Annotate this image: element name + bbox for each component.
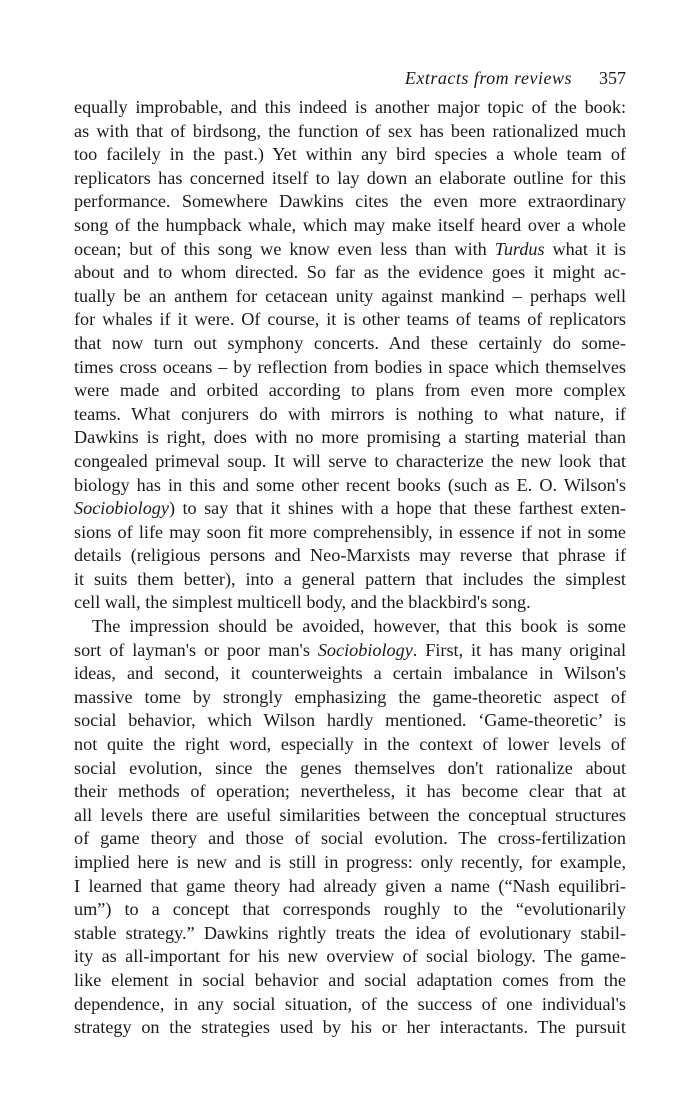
italic-term: Sociobiology [317, 639, 413, 660]
text-line: dependence, in any social situation, of the success of one individual's [74, 993, 626, 1014]
text-line: teams. What conjurers do with mirrors is nothing to what nature, if [74, 403, 626, 424]
text-line: implied here is new and is still in progress: only recently, for example, [74, 852, 626, 872]
text-line: it suits them better), into a general pattern that includes the simplest [74, 568, 626, 589]
text-line: um”) to a concept that corresponds roughly to the “evolutionarily [74, 899, 626, 920]
text-line: The impression should be avoided, however, that this book is some [92, 616, 626, 637]
text-line: about and to whom directed. So far as the evidence goes it might ac- [74, 262, 626, 283]
text-line: like element in social behavior and social adaptation comes from the [74, 969, 626, 990]
text-line [74, 497, 626, 521]
text-line: not quite the right word, especially in the context of lower levels of [74, 734, 626, 755]
page-number: 357 [599, 68, 626, 88]
text-line: their methods of operation; nevertheless, it has become clear that at [74, 781, 626, 802]
text-line: that now turn out symphony concerts. And these certainly do some- [74, 332, 626, 353]
text-line: Dawkins is right, does with no more promising a starting material than [74, 427, 626, 448]
text-line: stable strategy.” Dawkins rightly treats the idea of evolutionary stabil- [74, 922, 626, 943]
text-line: social evolution, since the genes themselves don't rationalize about [74, 757, 626, 778]
text-line: strategy on the strategies used by his or her interactants. The pursuit [74, 1017, 626, 1038]
text-line: ideas, and second, it counterweights a certain imbalance in Wilson's [74, 663, 626, 684]
italic-term: Turdus [494, 238, 545, 259]
text-line: biology has in this and some other recent books (such as E. O. Wilson's [74, 474, 626, 495]
book-page [74, 68, 626, 1040]
text-segment: ocean; but of this song we know even less than with [74, 238, 495, 259]
paragraph-1 [74, 96, 626, 615]
text-line: social behavior, which Wilson hardly mentioned. ‘Game-theoretic’ is [74, 710, 626, 731]
running-title: Extracts from reviews [404, 68, 572, 88]
text-line: song of the humpback whale, which may make itself heard over a whole [74, 214, 626, 235]
text-line: were made and orbited according to plans from even more complex [74, 380, 626, 401]
text-segment: . First, it has many original [412, 639, 626, 660]
text-segment: ) to say that it shines with a hope that these farthest exten- [168, 498, 626, 519]
text-line: for whales if it were. Of course, it is other teams of teams of replicators [74, 309, 626, 330]
text-line: cell wall, the simplest multicell body, and the blackbird's song. [74, 592, 531, 613]
text-line [74, 238, 626, 262]
text-line: times cross oceans – by reflection from bodies in space which themselves [74, 356, 626, 377]
text-line: replicators has concerned itself to lay down an elaborate outline for this [74, 167, 626, 188]
text-segment: what it is [544, 238, 627, 259]
text-line: details (religious persons and Neo-Marxists may reverse that phrase if [74, 545, 626, 566]
text-line: as with that of birdsong, the function of sex has been rationalized much [74, 120, 626, 141]
text-line: performance. Somewhere Dawkins cites the even more extraordinary [74, 191, 626, 212]
italic-term: Sociobiology [74, 498, 169, 519]
text-line: too facilely in the past.) Yet within any bird species a whole team of [74, 144, 626, 165]
running-head [74, 68, 626, 96]
text-line: massive tome by strongly emphasizing the game-theoretic aspect of [74, 686, 626, 707]
text-line: congealed primeval soup. It will serve to characterize the new look that [74, 450, 626, 471]
text-line: equally improbable, and this indeed is another major topic of the book: [74, 97, 626, 117]
paragraph-2 [74, 615, 626, 1040]
text-line: sions of life may soon fit more comprehensibly, in essence if not in some [74, 521, 626, 542]
text-line: of game theory and those of social evolution. The cross-fertilization [74, 828, 626, 849]
text-segment: sort of layman's or poor man's [74, 639, 318, 660]
text-line: I learned that game theory had already given a name (“Nash equilibri- [74, 875, 626, 896]
text-line [74, 639, 626, 663]
text-line: all levels there are useful similarities between the conceptual structures [74, 804, 626, 825]
text-line: tually be an anthem for cetacean unity against mankind – perhaps well [74, 285, 626, 306]
text-line: ity as all-important for his new overview of social biology. The game- [74, 946, 626, 967]
